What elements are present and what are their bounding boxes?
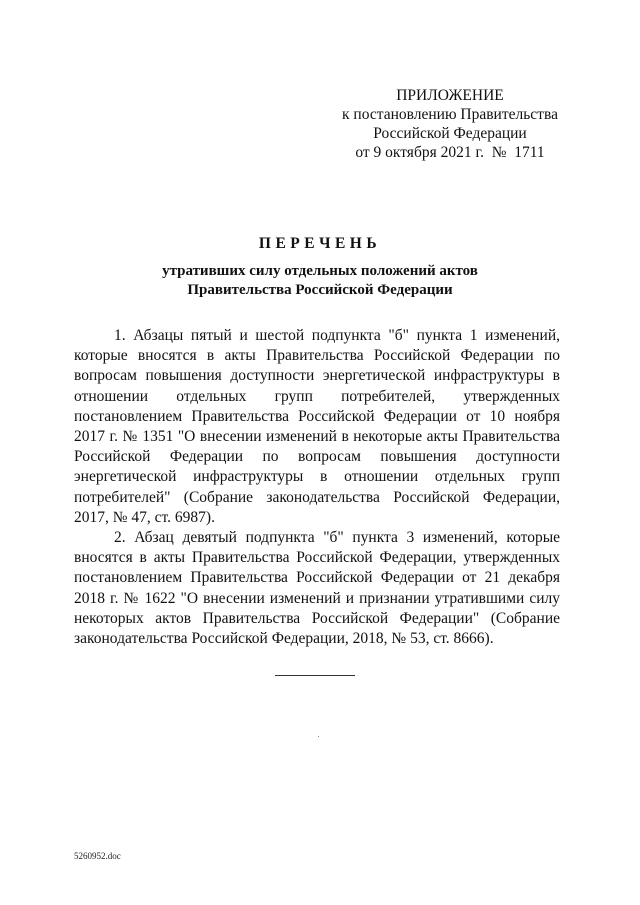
scan-dot xyxy=(318,736,319,737)
list-item-1: 1. Абзацы пятый и шестой подпункта "б" пункта 1 изменений, которые вносятся в акты Правительства Российской Федерации по вопросам повышения доступности энергетической инфраструктуры в отношении отдельных групп потребителей, утвержденных постановлением Правительства Российской Федерации от 10 ноября 2017 г. № 1351 "О внесении изменений в некоторые акты Правительства Российской Федерации по вопросам повышения доступности энергетической инфраструктуры в отношении отдельных групп потребителей" (Собрание законодательства Российской Федерации, 2017, № 47, ст. 6987). xyxy=(74,327,560,526)
document-title: ПЕРЕЧЕНЬ xyxy=(258,235,382,252)
document-subtitle xyxy=(0,262,640,300)
footer-doc-number: 5260952.doc xyxy=(74,851,121,861)
subtitle-line-2: Правительства Российской Федерации xyxy=(187,282,453,298)
appendix-line-federation: Российской Федерации xyxy=(373,125,527,142)
end-separator-line xyxy=(275,675,355,676)
appendix-heading: ПРИЛОЖЕНИЕ xyxy=(396,87,504,104)
items-list xyxy=(74,326,560,649)
appendix-line-date-number: от 9 октября 2021 г. № 1711 xyxy=(355,144,545,161)
subtitle-line-1: утративших силу отдельных положений актов xyxy=(162,263,478,279)
appendix-block xyxy=(330,86,570,162)
appendix-line-decree: к постановлению Правительства xyxy=(342,106,558,123)
list-item-2: 2. Абзац девятый подпункта "б" пункта 3 изменений, которые вносятся в акты Правительства Российской Федерации, утвержденных постановлением Правительства Российской Федерации от 21 декабря 2018 г. № 1622 "О внесении изменений и признании утратившими силу некоторых актов Правительства Российской Федерации" (Собрание законодательства Российской Федерации, 2018, № 53, ст. 8666). xyxy=(74,529,560,648)
